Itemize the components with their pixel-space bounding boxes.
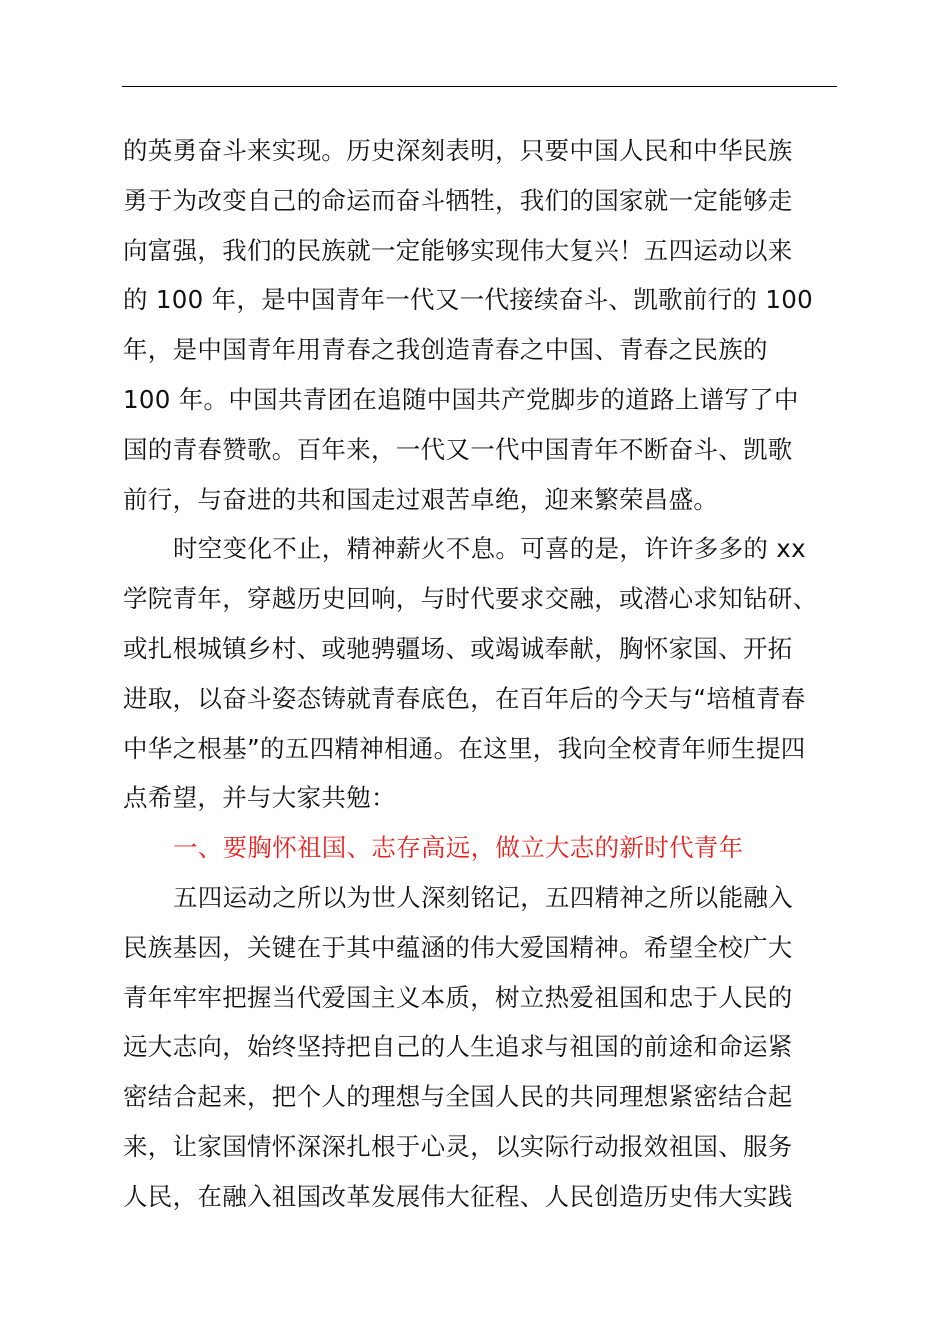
section-heading: 一、要胸怀祖国、志存高远，做立大志的新时代青年 <box>173 833 744 863</box>
text-line: 来，让家国情怀深深扎根于心灵，以实际行动报效祖国、服务 <box>123 1131 793 1161</box>
document-body <box>123 126 839 1222</box>
text-line: 青年牢牢把握当代爱国主义本质，树立热爱祖国和忠于人民的 <box>123 982 793 1012</box>
text-line: 的 100 年，是中国青年一代又一代接续奋斗、凯歌前行的 100 <box>123 285 813 315</box>
text-line: 五四运动之所以为世人深刻铭记，五四精神之所以能融入 <box>173 882 793 912</box>
text-line: 学院青年，穿越历史回响，与时代要求交融，或潜心求知钻研、 <box>123 584 818 614</box>
paragraph-2 <box>123 524 839 823</box>
text-line: 密结合起来，把个人的理想与全国人民的共同理想紧密结合起 <box>123 1082 793 1112</box>
text-line: 勇于为改变自己的命运而奋斗牺牲，我们的国家就一定能够走 <box>123 185 793 215</box>
text-line: 前行，与奋进的共和国走过艰苦卓绝，迎来繁荣昌盛。 <box>123 484 719 514</box>
text-line: 向富强，我们的民族就一定能够实现伟大复兴！五四运动以来 <box>123 235 793 265</box>
text-line: 民族基因，关键在于其中蕴涵的伟大爱国精神。希望全校广大 <box>123 932 793 962</box>
text-line: 点希望，并与大家共勉： <box>123 783 396 813</box>
text-line: 年，是中国青年用青春之我创造青春之中国、青春之民族的 <box>123 335 768 365</box>
text-line: 进取，以奋斗姿态铸就青春底色，在百年后的今天与“培植青春 <box>123 683 806 713</box>
text-line: 远大志向，始终坚持把自己的人生追求与祖国的前途和命运紧 <box>123 1032 793 1062</box>
paragraph-3 <box>123 873 839 1222</box>
text-line: 的英勇奋斗来实现。历史深刻表明，只要中国人民和中华民族 <box>123 136 793 165</box>
text-line: 人民，在融入祖国改革发展伟大征程、人民创造历史伟大实践 <box>123 1181 793 1211</box>
text-line: 或扎根城镇乡村、或驰骋疆场、或竭诚奉献，胸怀家国、开拓 <box>123 633 793 663</box>
text-line: 国的青春赞歌。百年来，一代又一代中国青年不断奋斗、凯歌 <box>123 434 793 464</box>
text-line: 时空变化不止，精神薪火不息。可喜的是，许许多多的 xx <box>173 534 806 564</box>
paragraph-1 <box>123 126 839 524</box>
header-rule <box>122 86 837 87</box>
text-line: 中华之根基”的五四精神相通。在这里，我向全校青年师生提四 <box>123 733 806 763</box>
text-line: 100 年。中国共青团在追随中国共产党脚步的道路上谱写了中 <box>123 384 799 414</box>
